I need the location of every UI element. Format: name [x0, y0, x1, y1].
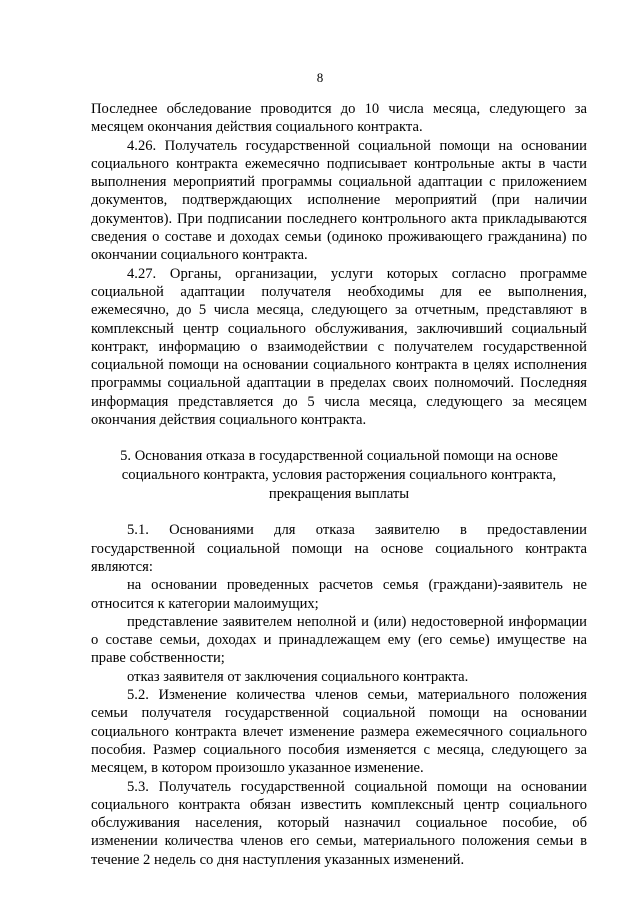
document-body	[91, 100, 587, 869]
paragraph-4-26: 4.26. Получатель государственной социальной помощи на основании социального контракта ежемесячно подписывает контрольные акты в части выполнения мероприятий программы социальной адаптации с приложением документов, подтверждающих исполнение мероприятий (при наличии документов). При подписании последнего контрольного акта прикладываются сведения о составе и доходах семьи (одиноко проживающего гражданина) по окончании социального контракта.	[91, 137, 587, 264]
paragraph-5-1-item-incomplete-info: представление заявителем неполной и (или) недостоверной информации о составе семьи, доходах и принадлежащем ему (его семье) имуществе на праве собственности;	[91, 613, 587, 667]
paragraph-5-1: 5.1. Основаниями для отказа заявителю в предоставлении государственной социальной помощи на основе социального контракта являются:	[91, 522, 587, 575]
page-number: 8	[316, 70, 324, 85]
paragraph-4-27: 4.27. Органы, организации, услуги которых согласно программе социальной адаптации получателя необходимы для ее выполнения, ежемесячно, до 5 числа месяца, следующего за отчетным, представляют в комплексный центр социального обслуживания, заключивший социальный контракт, информацию о взаимодействии с получателем государственной социальной помощи на основании социального контракта в целях исполнения программы социальной адаптации в пределах своих полномочий. Последняя информация представляется до 5 числа месяца, следующего за месяцем окончания действия социального контракта.	[91, 265, 587, 429]
section-heading-line: 5. Основания отказа в государственной социальной помощи на основе	[120, 448, 558, 465]
section-5-heading	[91, 447, 587, 504]
paragraph-5-1-item-refusal: отказ заявителя от заключения социального контракта.	[127, 668, 469, 685]
paragraph-5-1-item-not-low-income: на основании проведенных расчетов семья (граждани)-заявитель не относится к категории малоимущих;	[91, 577, 587, 612]
section-heading-line: прекращения выплаты	[268, 486, 410, 503]
paragraph-5-3: 5.3. Получатель государственной социальной помощи на основании социального контракта обязан известить комплексный центр социального обслуживания населения, который назначил социальное пособие, об изменении количества членов его семьи, материального положения семьи в течение 2 недель со дня наступления указанных изменений.	[91, 778, 587, 868]
paragraph-5-2: 5.2. Изменение количества членов семьи, материального положения семьи получателя государственной социальной помощи на основании социального контракта влечет изменение размера ежемесячного социального пособия. Размер социального пособия изменяется с месяца, следующего за месяцем, в котором произошло указанное изменение.	[91, 687, 587, 777]
paragraph-last-survey: Последнее обследование проводится до 10 числа месяца, следующего за месяцем окончания действия социального контракта.	[91, 101, 587, 136]
section-heading-line: социального контракта, условия расторжения социального контракта,	[121, 467, 557, 484]
